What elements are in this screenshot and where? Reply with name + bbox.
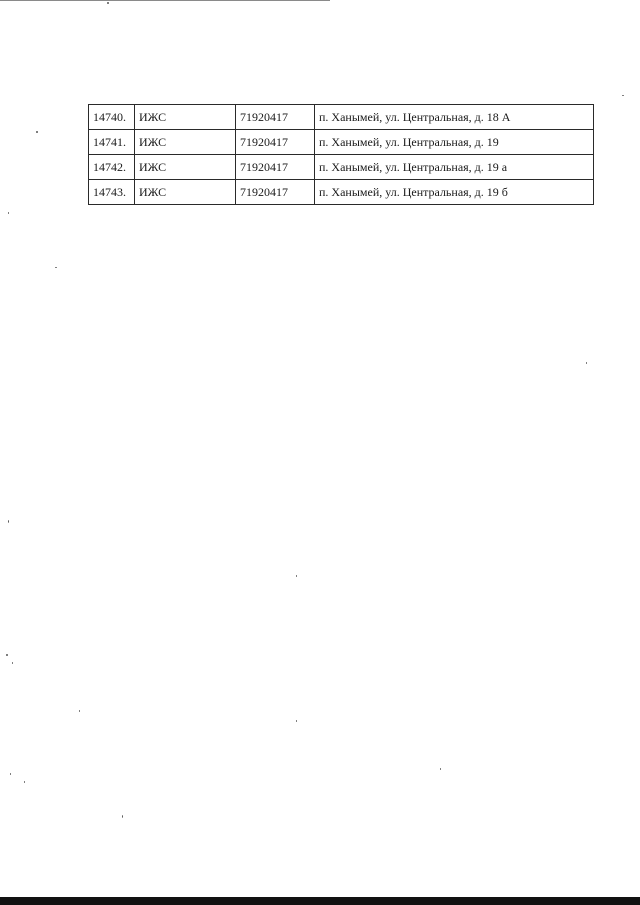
oktmo-code-cell: 71920417 [236, 180, 315, 205]
address-cell: п. Ханымей, ул. Центральная, д. 18 А [315, 105, 594, 130]
object-type-cell: ИЖС [135, 105, 236, 130]
address-table [88, 104, 594, 205]
row-number-cell: 14741. [89, 130, 135, 155]
oktmo-code-cell: 71920417 [236, 155, 315, 180]
scan-speck [586, 362, 587, 364]
scan-speck [10, 773, 11, 775]
row-number-cell: 14742. [89, 155, 135, 180]
object-type-cell: ИЖС [135, 130, 236, 155]
scan-speck [8, 212, 9, 214]
address-cell: п. Ханымей, ул. Центральная, д. 19 б [315, 180, 594, 205]
scan-speck [24, 781, 25, 783]
scan-speck [296, 720, 297, 722]
scan-speck [55, 267, 57, 268]
address-cell: п. Ханымей, ул. Центральная, д. 19 [315, 130, 594, 155]
scan-speck [622, 95, 624, 96]
row-number-cell: 14743. [89, 180, 135, 205]
row-number-cell: 14740. [89, 105, 135, 130]
scan-speck [440, 768, 441, 770]
address-cell: п. Ханымей, ул. Центральная, д. 19 а [315, 155, 594, 180]
scan-speck [8, 520, 9, 523]
scan-speck [122, 815, 123, 818]
table-row [89, 180, 594, 205]
table-row [89, 130, 594, 155]
object-type-cell: ИЖС [135, 155, 236, 180]
object-type-cell: ИЖС [135, 180, 236, 205]
table-row [89, 105, 594, 130]
scan-speck [296, 575, 297, 577]
scan-speck [12, 662, 13, 664]
scan-speck [79, 710, 80, 712]
oktmo-code-cell: 71920417 [236, 130, 315, 155]
scan-speck [36, 131, 38, 133]
scan-speck [107, 2, 109, 4]
table-row [89, 155, 594, 180]
scan-speck [6, 654, 8, 656]
top-scan-edge [0, 0, 330, 1]
bottom-scan-edge [0, 897, 640, 905]
oktmo-code-cell: 71920417 [236, 105, 315, 130]
